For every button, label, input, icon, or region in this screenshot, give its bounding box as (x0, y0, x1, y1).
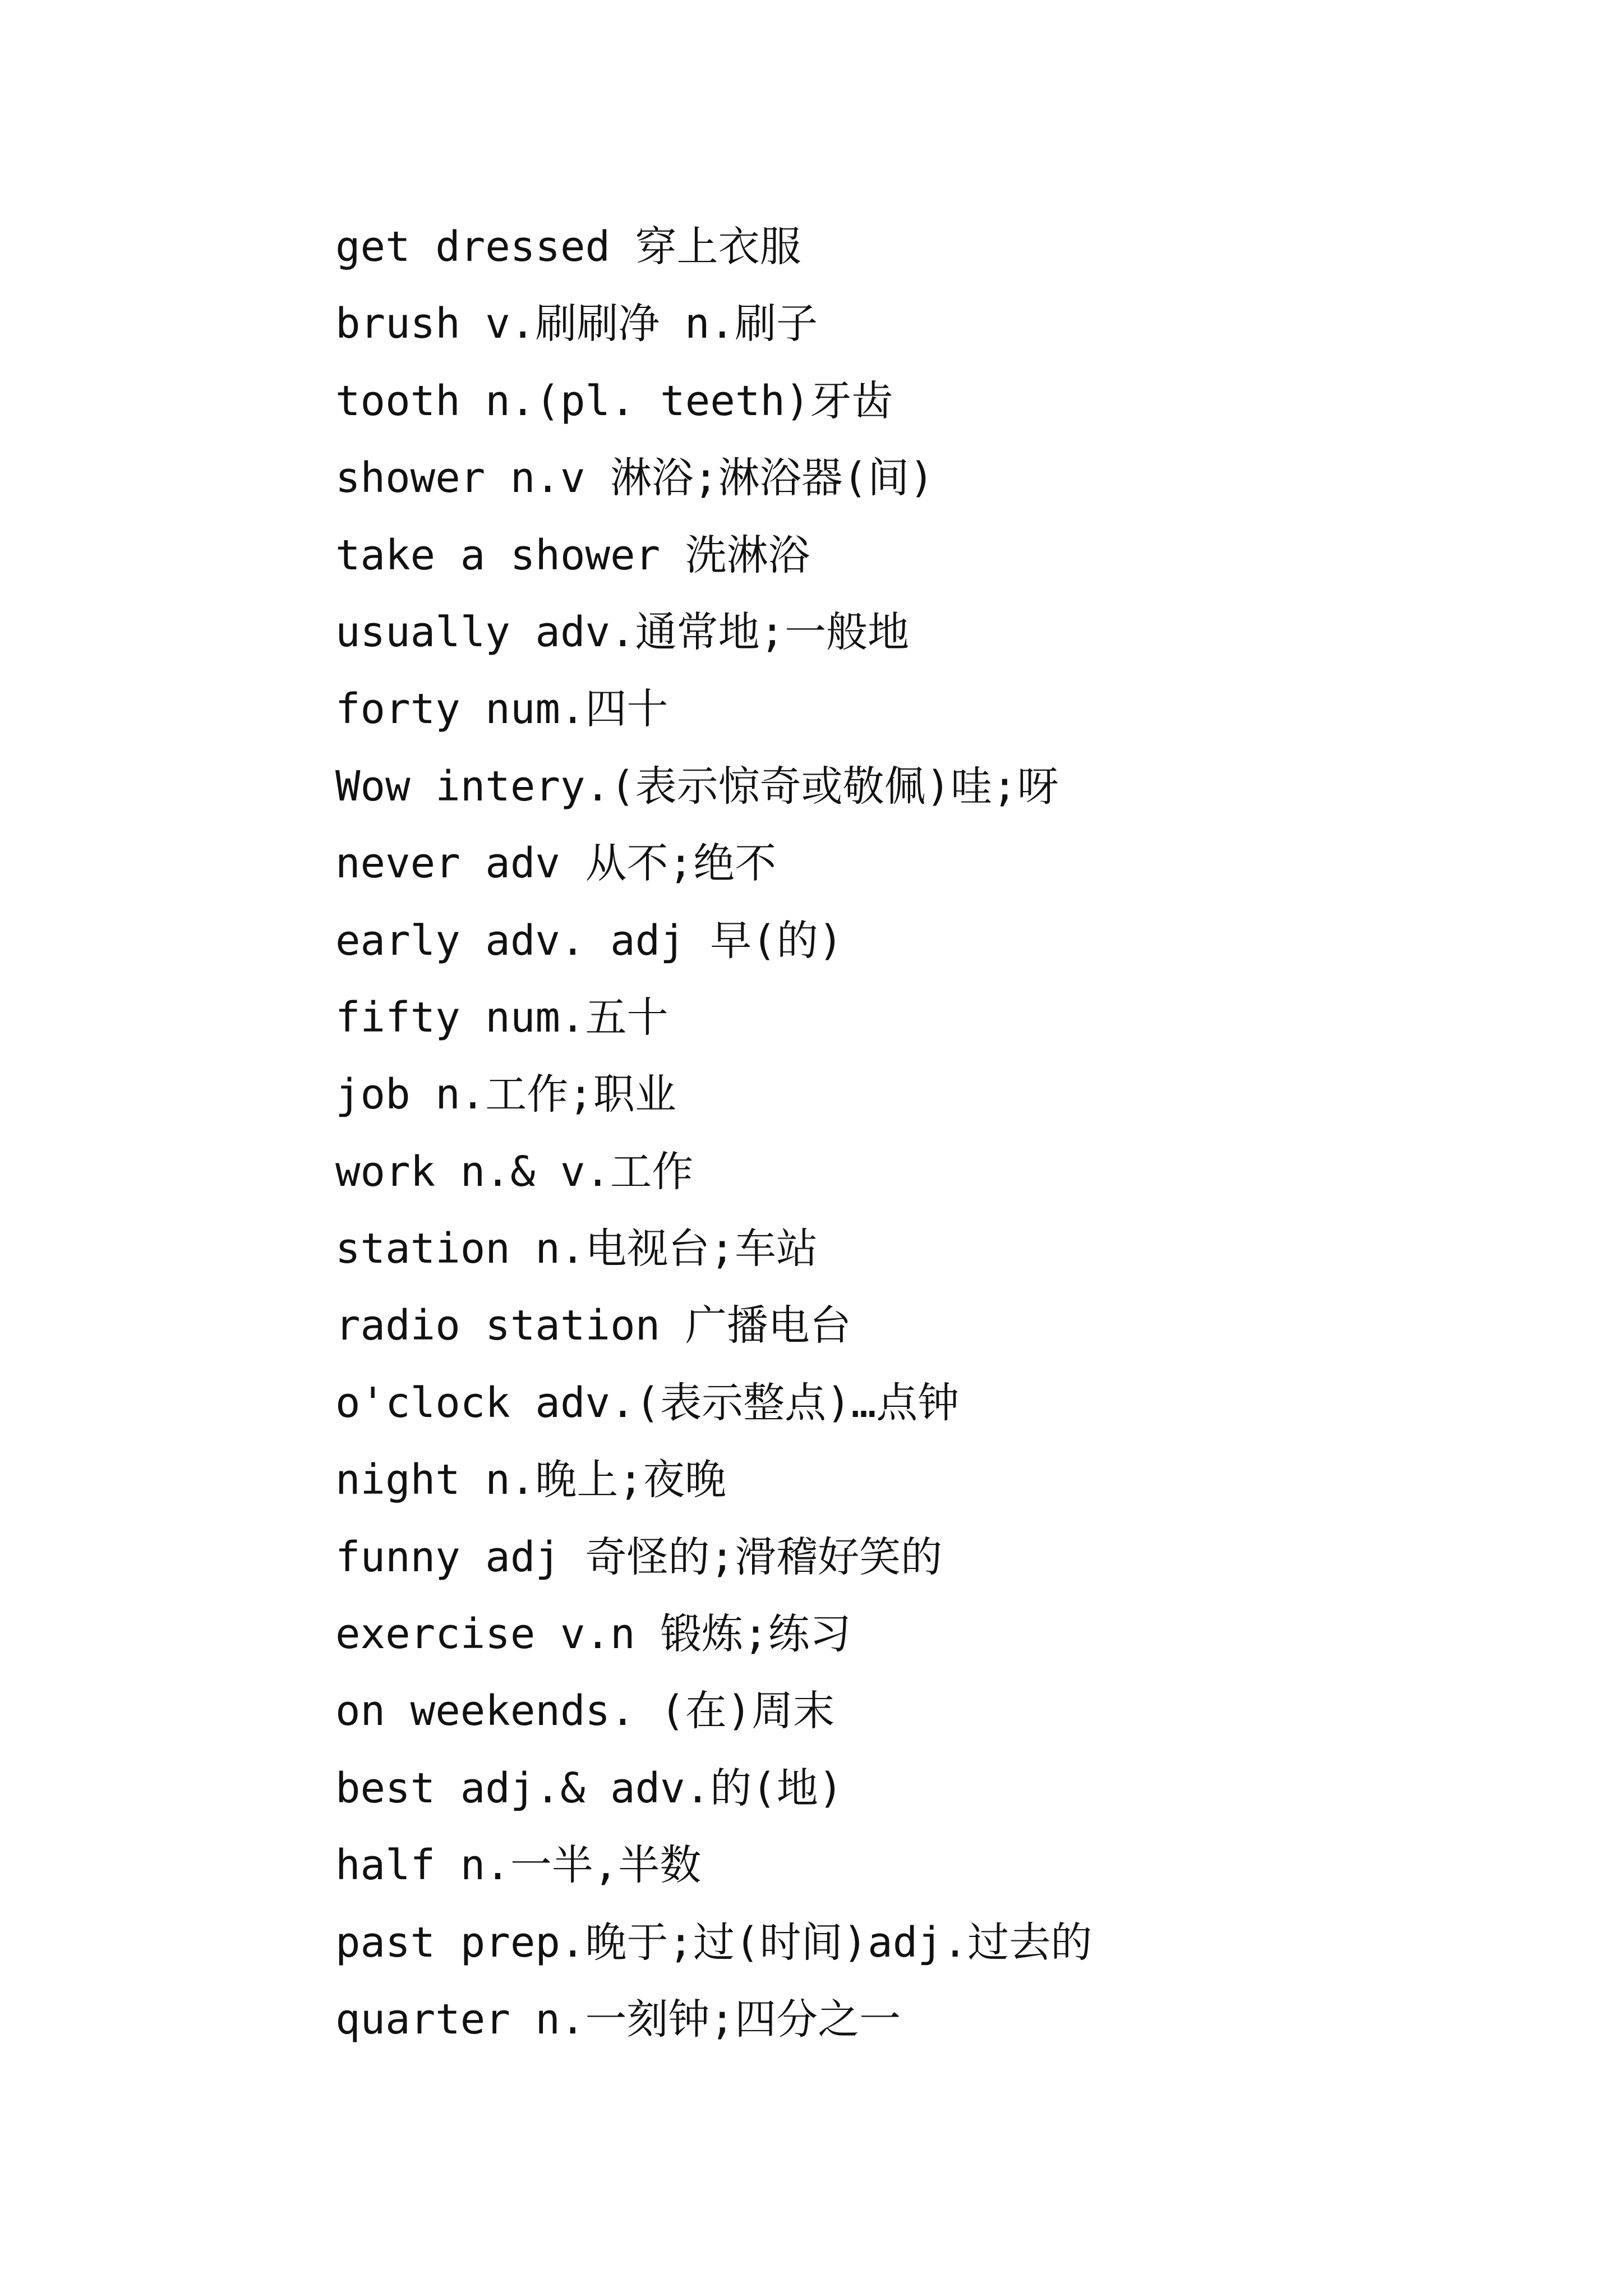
vocab-entry: o'clock adv.(表示整点)…点钟 (335, 1378, 960, 1427)
vocab-entry: Wow intery.(表示惊奇或敬佩)哇;呀 (335, 762, 1059, 811)
vocabulary-list (335, 209, 1092, 2058)
vocab-entry: radio station 广播电台 (335, 1301, 851, 1350)
vocab-entry: usually adv.通常地;一般地 (335, 608, 910, 656)
vocab-entry: funny adj 奇怪的;滑稽好笑的 (335, 1533, 943, 1581)
vocab-entry: fifty num.五十 (335, 993, 668, 1042)
vocab-entry: on weekends. (在)周末 (335, 1687, 835, 1736)
vocab-entry: night n.晚上;夜晚 (335, 1456, 726, 1504)
vocab-entry: station n.电视台;车站 (335, 1225, 818, 1273)
vocab-entry: work n.& v.工作 (335, 1147, 694, 1196)
vocab-entry: job n.工作;职业 (335, 1070, 676, 1119)
vocab-entry: past prep.晚于;过(时间)adj.过去的 (335, 1918, 1092, 1967)
vocab-entry: get dressed 穿上衣服 (335, 223, 801, 271)
vocab-entry: take a shower 洗淋浴 (335, 531, 810, 579)
vocab-entry: never adv 从不;绝不 (335, 839, 777, 888)
vocab-entry: exercise v.n 锻炼;练习 (335, 1610, 851, 1659)
vocab-entry: shower n.v 淋浴;淋浴器(间) (335, 454, 934, 503)
vocab-entry: forty num.四十 (335, 685, 668, 734)
vocab-entry: quarter n.一刻钟;四分之一 (335, 1995, 901, 2044)
vocab-entry: brush v.刷刷净 n.刷子 (335, 300, 818, 348)
vocab-entry: early adv. adj 早(的) (335, 916, 843, 965)
vocab-entry: tooth n.(pl. teeth)牙齿 (335, 376, 893, 425)
vocab-entry: best adj.& adv.的(地) (335, 1764, 843, 1812)
vocab-entry: half n.一半,半数 (335, 1841, 702, 1890)
